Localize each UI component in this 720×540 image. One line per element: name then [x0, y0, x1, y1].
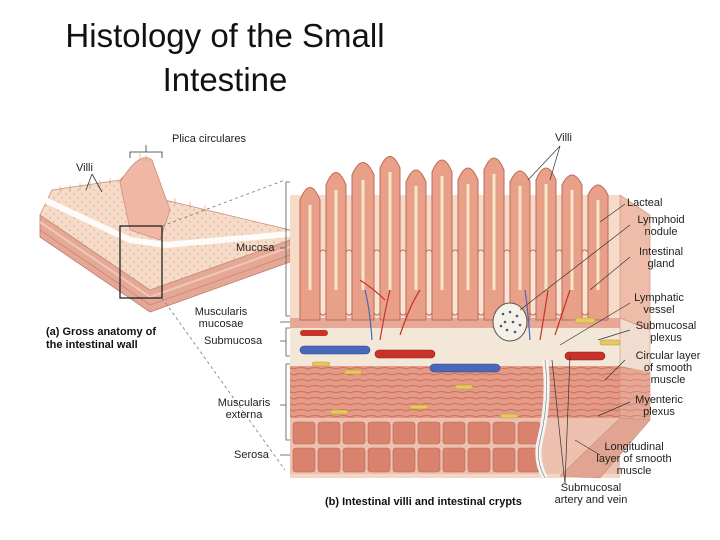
caption-intestinal-villi: (b) Intestinal villi and intestinal crypts — [325, 496, 522, 508]
label-submucosal-artery-vein: Submucosal artery and vein — [554, 482, 628, 506]
detail-section — [280, 146, 650, 484]
label-lacteal: Lacteal — [627, 197, 663, 209]
label-submucosa: Submucosa — [204, 335, 263, 347]
label-muscularis-mucosae: Muscularis mucosae — [194, 306, 248, 330]
label-lymphoid-nodule: Lymphoid nodule — [637, 214, 685, 238]
label-villi-detail: Villi — [555, 132, 572, 144]
label-myenteric-plexus: Myenteric plexus — [635, 394, 683, 418]
label-submucosal-plexus: Submucosal plexus — [635, 320, 697, 344]
label-mucosa: Mucosa — [236, 242, 275, 254]
label-lymphatic-vessel: Lymphatic vessel — [634, 292, 684, 316]
label-villi-gross: Villi — [76, 162, 93, 174]
label-plica-circulares: Plica circulares — [172, 133, 246, 145]
gross-anatomy-block — [40, 145, 290, 470]
label-circular-layer: Circular layer of smooth muscle — [635, 350, 701, 386]
slide-title: Histology of the Small Intestine — [65, 17, 385, 98]
label-serosa: Serosa — [234, 449, 269, 461]
caption-gross-anatomy: (a) Gross anatomy of the intestinal wall — [46, 326, 157, 351]
label-muscularis-externa: Muscularis externa — [217, 397, 271, 421]
label-intestinal-gland: Intestinal gland — [638, 246, 684, 270]
label-longitudinal-layer: Longitudinal layer of smooth muscle — [596, 441, 672, 477]
layer-brackets — [280, 182, 290, 455]
